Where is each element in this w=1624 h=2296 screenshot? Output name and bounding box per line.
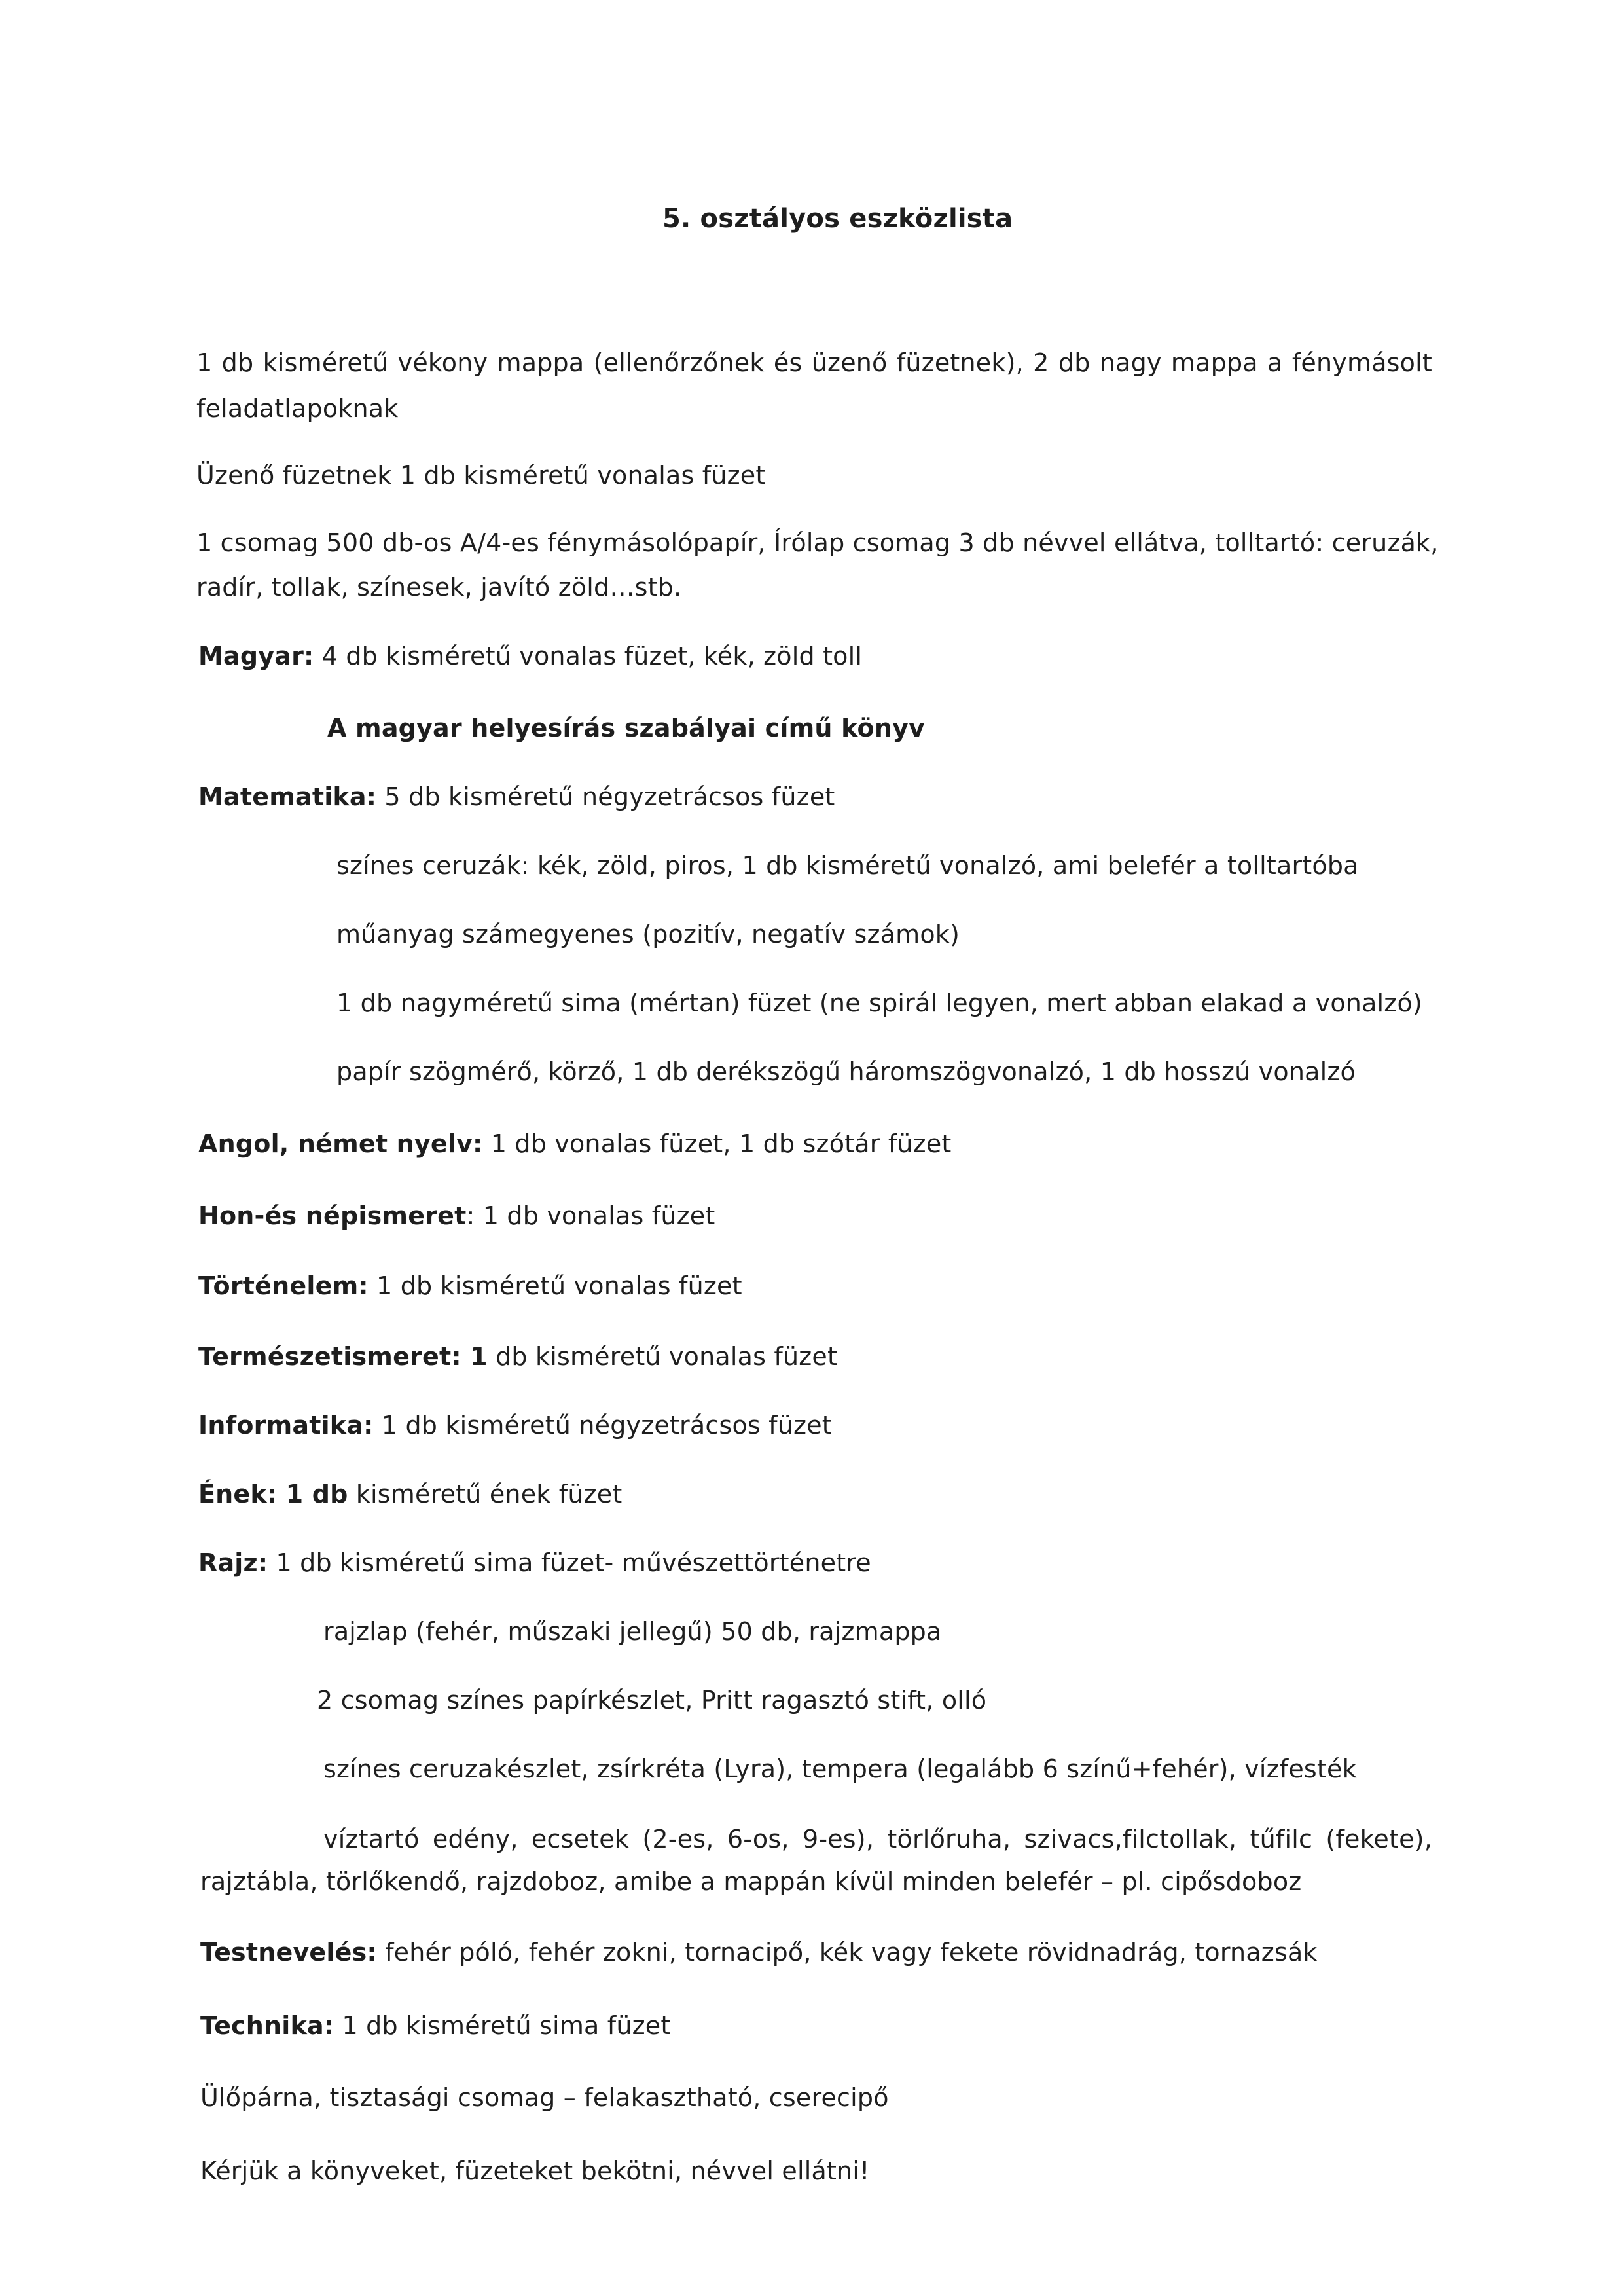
matematika-item: műanyag számegyenes (pozitív, negatív számok) [336,920,960,949]
testneveles-line [200,1937,1318,1968]
hon-line [198,1200,715,1231]
subject-text-angol: 1 db vonalas füzet, 1 db szótár füzet [482,1129,952,1158]
subject-label-hon: Hon-és népismeret [198,1201,467,1230]
subject-text-technika: 1 db kisméretű sima füzet [334,2011,671,2040]
subject-text-matematika: 5 db kisméretű négyzetrácsos füzet [376,782,835,811]
uzeno-line: Üzenő füzetnek 1 db kisméretű vonalas füzet [196,461,766,490]
subject-text-rajz: 1 db kisméretű sima füzet- művészettörténetre [268,1548,871,1577]
ulopar-line: Ülőpárna, tisztasági csomag – felakasztható, cserecipő [200,2083,889,2112]
subject-text-enek: kisméretű ének füzet [348,1480,623,1508]
page-title: 5. osztályos eszközlista [662,204,1013,234]
viztarto-line-2: rajztábla, törlőkendő, rajzdoboz, amibe a mappán kívül minden belefér – pl. cipősdoboz [200,1867,1302,1896]
enek-line [198,1478,622,1510]
mappa-line-1: 1 db kisméretű vékony mappa (ellenőrzőnek és üzenő füzetnek), 2 db nagy mappa a fénymásolt [196,348,1432,377]
subject-text-termeszet: db kisméretű vonalas füzet [487,1342,838,1371]
subject-text-tortenelem: 1 db kisméretű vonalas füzet [368,1271,742,1300]
technika-line [200,2010,671,2041]
mappa-line-2: feladatlapoknak [196,394,399,423]
matematika-line [198,781,835,812]
subject-label-angol: Angol, német nyelv: [198,1129,483,1158]
subject-label-tortenelem: Történelem: [198,1271,369,1300]
tortenelem-line [198,1270,742,1302]
subject-label-enek: Ének: 1 db [198,1480,348,1508]
angol-line [198,1128,952,1159]
rajz-item: rajzlap (fehér, műszaki jellegű) 50 db, rajzmappa [323,1617,942,1646]
subject-text-informatika: 1 db kisméretű négyzetrácsos füzet [373,1411,832,1440]
subject-text-testneveles: fehér póló, fehér zokni, tornacipő, kék vagy fekete rövidnadrág, tornazsák [376,1938,1318,1967]
rajz-item: 2 csomag színes papírkészlet, Pritt ragasztó stift, olló [317,1686,987,1715]
informatika-line [198,1410,832,1441]
closing-note: Kérjük a könyveket, füzeteket bekötni, névvel ellátni! [200,2157,870,2185]
csomag-line-1: 1 csomag 500 db-os A/4-es fénymásolópapír, Írólap csomag 3 db névvel ellátva, tolltartó: ceruzák, [196,528,1439,557]
termeszet-line [198,1341,837,1372]
magyar-book: A magyar helyesírás szabályai című könyv [327,714,926,742]
rajz-item: színes ceruzakészlet, zsírkréta (Lyra), tempera (legalább 6 színű+fehér), vízfesték [323,1755,1357,1783]
matematika-item: papír szögmérő, körző, 1 db derékszögű háromszögvonalzó, 1 db hosszú vonalzó [336,1057,1356,1086]
subject-label-rajz: Rajz: [198,1548,268,1577]
matematika-item: színes ceruzák: kék, zöld, piros, 1 db kisméretű vonalzó, ami belefér a tolltartóba [336,851,1359,880]
matematika-item: 1 db nagyméretű sima (mértan) füzet (ne spirál legyen, mert abban elakad a vonalzó) [336,989,1422,1017]
magyar-line [198,640,862,672]
subject-text-hon: : 1 db vonalas füzet [466,1201,715,1230]
subject-label-magyar: Magyar: [198,642,314,670]
subject-label-testneveles: Testnevelés: [200,1938,377,1967]
rajz-line [198,1547,871,1578]
subject-label-informatika: Informatika: [198,1411,374,1440]
subject-text-magyar: 4 db kisméretű vonalas füzet, kék, zöld toll [314,642,863,670]
subject-label-technika: Technika: [200,2011,334,2040]
subject-label-termeszet: Természetismeret: 1 [198,1342,488,1371]
viztarto-line-1: víztartó edény, ecsetek (2-es, 6-os, 9-es), törlőruha, szivacs,filctollak, tűfilc (fekete), [323,1825,1432,1853]
subject-label-matematika: Matematika: [198,782,377,811]
csomag-line-2: radír, tollak, színesek, javító zöld…stb. [196,573,682,602]
